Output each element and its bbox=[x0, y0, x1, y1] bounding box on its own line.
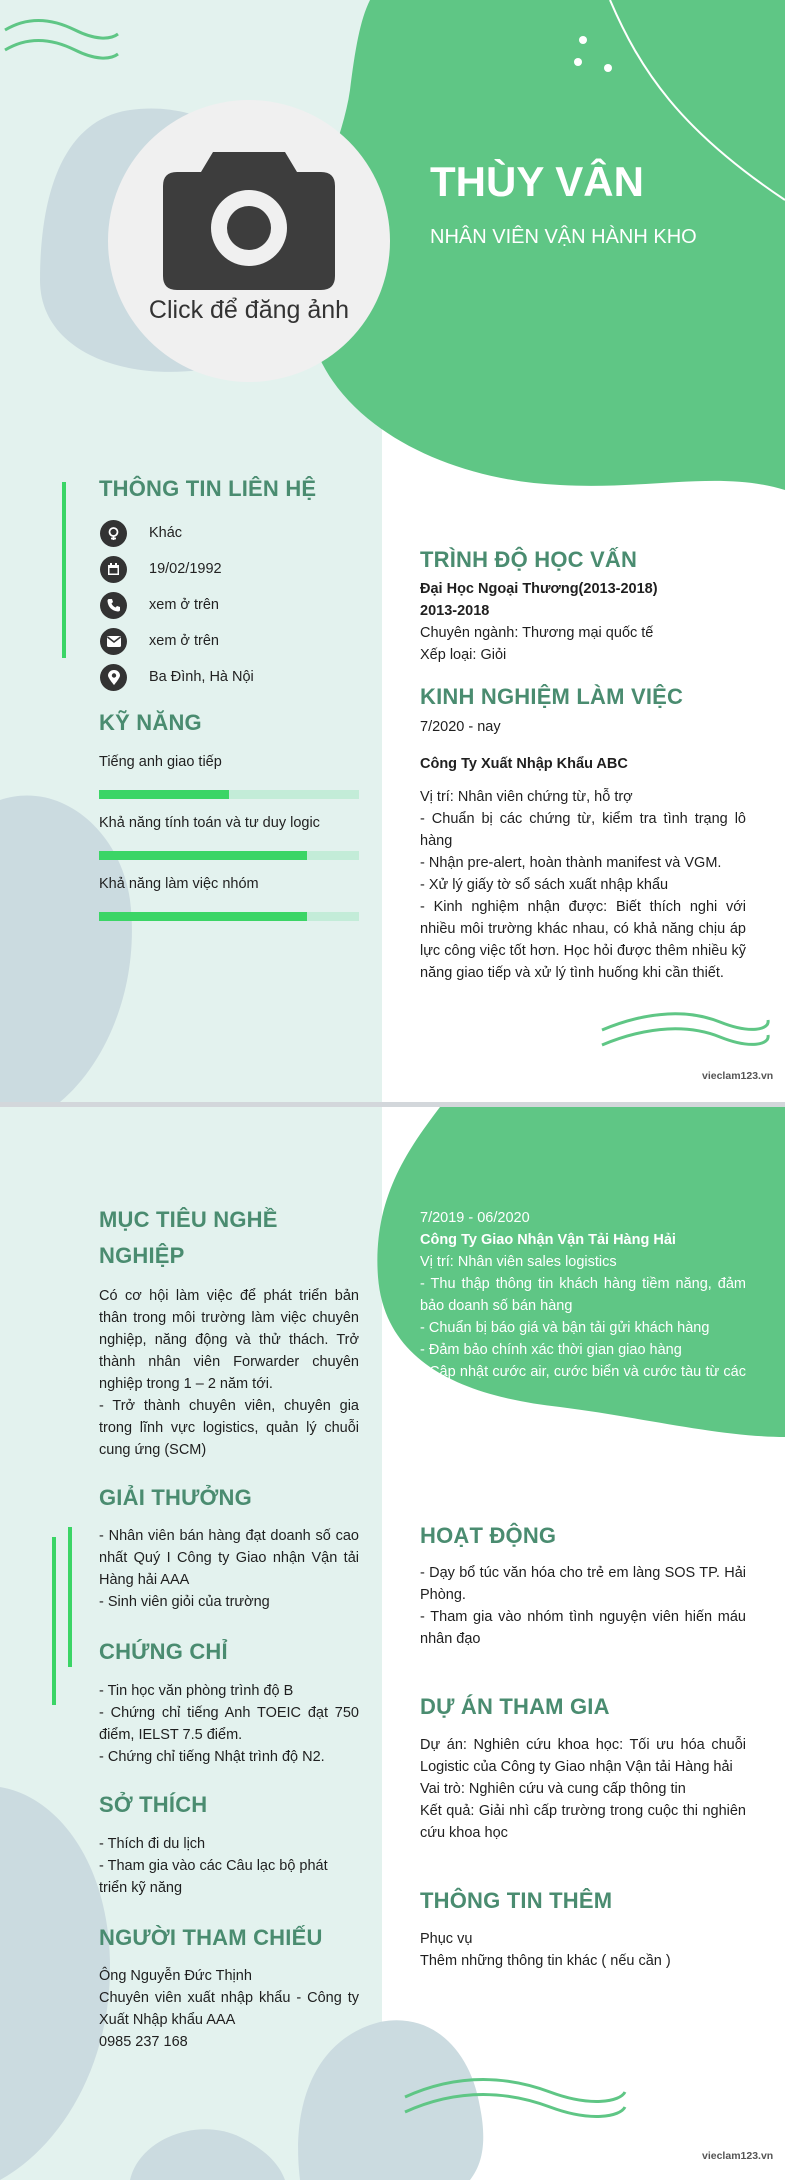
projects-list bbox=[420, 1734, 746, 1844]
award-item: - Sinh viên giỏi của trường bbox=[99, 1594, 270, 1610]
skill-bar bbox=[99, 790, 359, 799]
awards-accent-line bbox=[52, 1537, 56, 1705]
watermark: vieclam123.vn bbox=[702, 1070, 774, 1082]
more-info-list bbox=[420, 1928, 746, 1972]
skills-title: KỸ NĂNG bbox=[99, 710, 202, 735]
job-company: Công Ty Xuất Nhập Khẩu ABC bbox=[420, 756, 628, 772]
camera-icon bbox=[163, 142, 335, 290]
skill-label: Khả năng tính toán và tư duy logic bbox=[99, 815, 320, 831]
more-info-item: Thêm những thông tin khác ( nếu cần ) bbox=[420, 1953, 671, 1969]
hobbies-title: SỞ THÍCH bbox=[99, 1792, 208, 1817]
candidate-position: NHÂN VIÊN VẬN HÀNH KHO bbox=[430, 226, 697, 248]
more-info-title: THÔNG TIN THÊM bbox=[420, 1888, 613, 1913]
phone-icon bbox=[100, 592, 127, 619]
certificate-item: - Chứng chỉ tiếng Anh TOEIC đạt 750 điểm, IELST 7.5 điểm. bbox=[99, 1705, 359, 1743]
certificate-item: - Tin học văn phòng trình độ B bbox=[99, 1683, 294, 1699]
calendar-icon bbox=[100, 556, 127, 583]
watermark: vieclam123.vn bbox=[702, 2150, 774, 2162]
contact-title: THÔNG TIN LIÊN HỆ bbox=[99, 476, 317, 501]
awards-list bbox=[99, 1525, 359, 1613]
education-grade: Xếp loại: Giỏi bbox=[420, 647, 507, 663]
hobby-item: - Thích đi du lịch bbox=[99, 1836, 206, 1852]
objective-paragraph: - Trở thành chuyên viên, chuyên gia trong lĩnh vực logistics, quản lý chuỗi cung ứng (SCM) bbox=[99, 1398, 359, 1458]
experience-title: KINH NGHIỆM LÀM VIỆC bbox=[420, 684, 684, 709]
projects-title: DỰ ÁN THAM GIA bbox=[420, 1694, 610, 1719]
job-line: - Chuẩn bị các chứng từ, kiểm tra tình trạng lô hàng bbox=[420, 811, 746, 849]
education-years: 2013-2018 bbox=[420, 603, 490, 619]
reference-item: Chuyên viên xuất nhập khẩu - Công ty Xuất Nhập khẩu AAA bbox=[99, 1990, 359, 2028]
certificates-title: CHỨNG CHỈ bbox=[99, 1639, 228, 1664]
project-item: Vai trò: Nghiên cứu và cung cấp thông tin bbox=[420, 1781, 686, 1797]
activities-title: HOẠT ĐỘNG bbox=[420, 1523, 557, 1548]
skill-label: Tiếng anh giao tiếp bbox=[99, 754, 222, 770]
reference-item: Ông Nguyễn Đức Thịnh bbox=[99, 1968, 252, 1984]
job-line: - Cập nhật cước air, cước biển và cước tàu từ các đại lý bbox=[420, 1364, 746, 1401]
contact-address bbox=[100, 664, 254, 690]
gender-icon bbox=[100, 520, 127, 547]
job-line: - Kinh nghiệm nhận được: Biết thích nghi với nhiều môi trường khác nhau, có khả năng chịu áp lực công việc tốt hơn. Học hỏi được thêm nhiều kỹ năng giao tiếp và xử lý tình huống khi cần thiết. bbox=[420, 899, 746, 981]
job-line: - Chuẩn bị báo giá và bận tải gửi khách hàng bbox=[420, 1320, 710, 1336]
contact-gender bbox=[100, 520, 182, 546]
skill-bar-fill bbox=[99, 851, 307, 860]
hobbies-list bbox=[99, 1833, 359, 1899]
objective-title: MỤC TIÊU NGHỀ NGHIỆP bbox=[99, 1207, 278, 1268]
photo-upload[interactable] bbox=[108, 100, 390, 382]
contact-gender-value: Khác bbox=[149, 525, 183, 541]
contact-accent-line bbox=[62, 482, 66, 658]
objective-paragraph: Có cơ hội làm việc để phát triển bản thân trong môi trường làm việc chuyên nghiệp, năng động và thử thách. Trở thành nhân viên Forwarder chuyên nghiệp trong 1 – 2 năm tới. bbox=[99, 1288, 359, 1392]
contact-address-value: Ba Đình, Hà Nội bbox=[149, 669, 254, 685]
contact-phone bbox=[100, 592, 219, 618]
objective-text bbox=[99, 1285, 359, 1461]
project-item: Kết quả: Giải nhì cấp trường trong cuộc thi nghiên cứu khoa học bbox=[420, 1803, 746, 1841]
job-company: Công Ty Giao Nhận Vận Tải Hàng Hải bbox=[420, 1232, 676, 1248]
reference-item: 0985 237 168 bbox=[99, 2034, 188, 2050]
job-line: Vị trí: Nhân viên sales logistics bbox=[420, 1254, 617, 1270]
job-line: - Nhận pre-alert, hoàn thành manifest và VGM. bbox=[420, 855, 722, 871]
education-school: Đại Học Ngoại Thương(2013-2018) bbox=[420, 581, 658, 597]
references-title: NGƯỜI THAM CHIẾU bbox=[99, 1925, 323, 1950]
job-line: Vị trí: Nhân viên chứng từ, hỗ trợ bbox=[420, 789, 633, 805]
skill-bar bbox=[99, 851, 359, 860]
more-info-item: Phục vụ bbox=[420, 1931, 473, 1947]
candidate-name: THÙY VÂN bbox=[430, 158, 644, 205]
project-item: Dự án: Nghiên cứu khoa học: Tối ưu hóa chuỗi Logistic của Công ty Giao nhận Vận tải Hàng hải bbox=[420, 1737, 746, 1775]
skill-bar bbox=[99, 912, 359, 921]
cv-page-2 bbox=[0, 1107, 785, 2180]
skill-bar-fill bbox=[99, 790, 229, 799]
education-title: TRÌNH ĐỘ HỌC VẤN bbox=[420, 547, 638, 572]
references-list bbox=[99, 1965, 359, 2053]
activity-item: - Dạy bổ túc văn hóa cho trẻ em làng SOS TP. Hải Phòng. bbox=[420, 1565, 746, 1603]
job-line: - Đảm bảo chính xác thời gian giao hàng bbox=[420, 1342, 682, 1358]
photo-label: Click để đăng ảnh bbox=[148, 296, 350, 324]
skill-bar-fill bbox=[99, 912, 307, 921]
contact-birthday bbox=[100, 556, 222, 582]
job-line: - Thu thập thông tin khách hàng tiềm năng, đảm bảo doanh số bán hàng bbox=[420, 1276, 746, 1314]
location-icon bbox=[100, 664, 127, 691]
activity-item: - Tham gia vào nhóm tình nguyện viên hiến máu nhân đạo bbox=[420, 1609, 746, 1647]
job-period: 7/2019 - 06/2020 bbox=[420, 1210, 530, 1226]
job-period: 7/2020 - nay bbox=[420, 719, 501, 735]
education-major: Chuyên ngành: Thương mại quốc tế bbox=[420, 625, 654, 641]
job-details bbox=[420, 1251, 746, 1401]
email-icon bbox=[100, 628, 127, 655]
contact-phone-value: xem ở trên bbox=[149, 597, 219, 613]
contact-birthday-value: 19/02/1992 bbox=[149, 561, 222, 577]
job-line: - Xử lý giấy tờ sổ sách xuất nhập khẩu bbox=[420, 877, 669, 893]
certificate-item: - Chứng chỉ tiếng Nhật trình độ N2. bbox=[99, 1749, 325, 1765]
award-item: - Nhân viên bán hàng đạt doanh số cao nhất Quý I Công ty Giao nhận Vận tải Hàng hải AAA bbox=[99, 1528, 359, 1588]
awards-accent-line bbox=[68, 1527, 72, 1667]
skill-label: Khả năng làm việc nhóm bbox=[99, 876, 259, 892]
contact-email bbox=[100, 628, 219, 654]
hobby-item: - Tham gia vào các Câu lạc bộ phát triển kỹ năng bbox=[99, 1858, 328, 1896]
contact-email-value: xem ở trên bbox=[149, 633, 219, 649]
job-details bbox=[420, 786, 746, 984]
awards-title: GIẢI THƯỞNG bbox=[99, 1485, 252, 1510]
activities-list bbox=[420, 1562, 746, 1650]
certificates-list bbox=[99, 1680, 359, 1768]
